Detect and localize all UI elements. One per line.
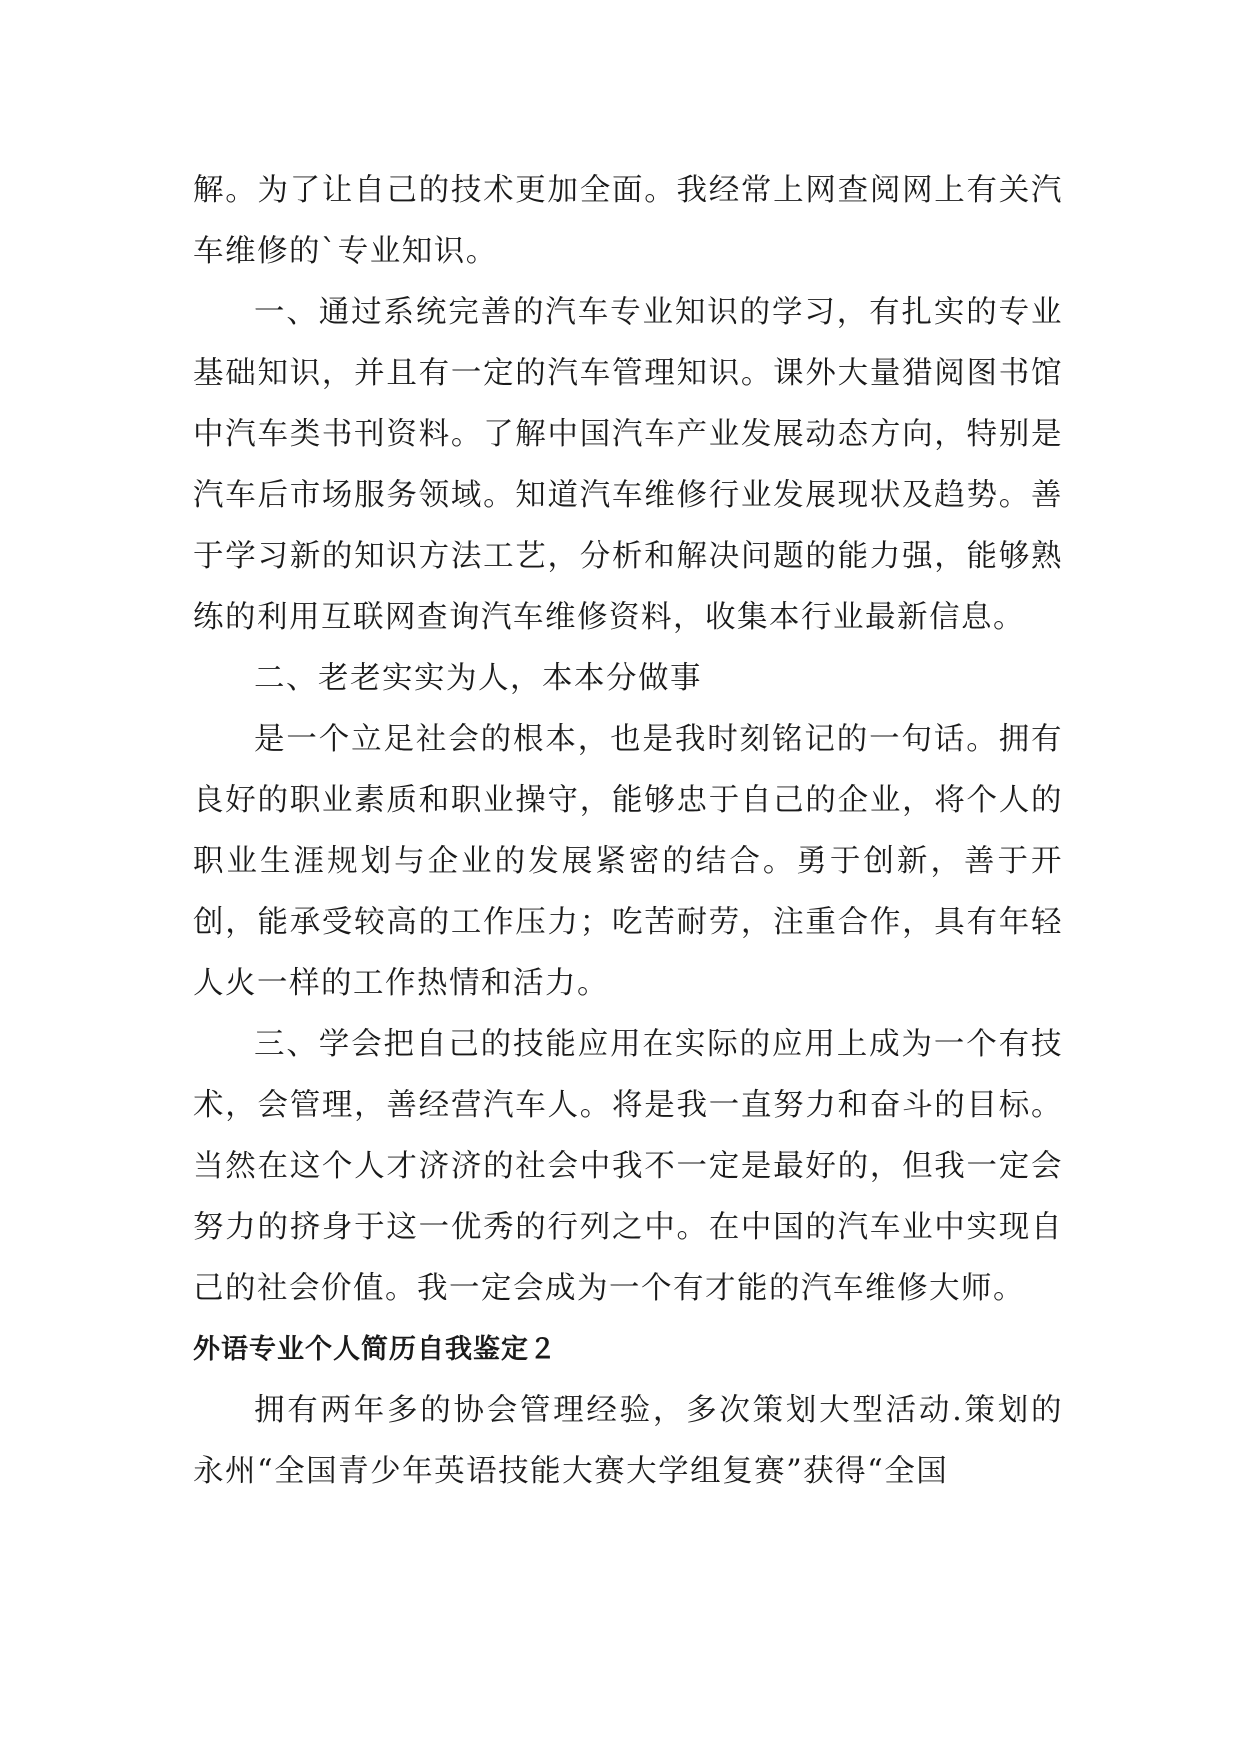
paragraph-continuation: 解。为了让自己的技术更加全面。我经常上网查阅网上有关汽车维修的`专业知识。 — [193, 173, 1063, 269]
section-title: 外语专业个人简历自我鉴定２ — [193, 1334, 557, 1365]
paragraph-point-two-heading: 二、老老实实为人，本本分做事 — [254, 661, 702, 696]
paragraph-point-one: 一、通过系统完善的汽车专业知识的学习，有扎实的专业基础知识，并且有一定的汽车管理知识。课外大量猎阅图书馆中汽车类书刊资料。了解中国汽车产业发展动态方向，特别是汽车后市场服务领域。知道汽车维修行业发展现状及趋势。善于学习新的知识方法工艺，分析和解决问题的能力强，能够熟练的利用互联网查询汽车维修资料，收集本行业最新信息。 — [193, 295, 1063, 635]
paragraph-point-two-body: 是一个立足社会的根本，也是我时刻铭记的一句话。拥有良好的职业素质和职业操守，能够忠于自己的企业，将个人的职业生涯规划与企业的发展紧密的结合。勇于创新，善于开创，能承受较高的工作压力；吃苦耐劳，注重合作，具有年轻人火一样的工作热情和活力。 — [193, 722, 1063, 1001]
document-body — [193, 160, 1063, 1502]
section-paragraph: 拥有两年多的协会管理经验，多次策划大型活动.策划的永州“全国青少年英语技能大赛大学组复赛”获得“全国 — [193, 1393, 1063, 1489]
paragraph-point-three: 三、学会把自己的技能应用在实际的应用上成为一个有技术，会管理，善经营汽车人。将是我一直努力和奋斗的目标。当然在这个人才济济的社会中我不一定是最好的，但我一定会努力的挤身于这一优秀的行列之中。在中国的汽车业中实现自己的社会价值。我一定会成为一个有才能的汽车维修大师。 — [193, 1027, 1063, 1306]
